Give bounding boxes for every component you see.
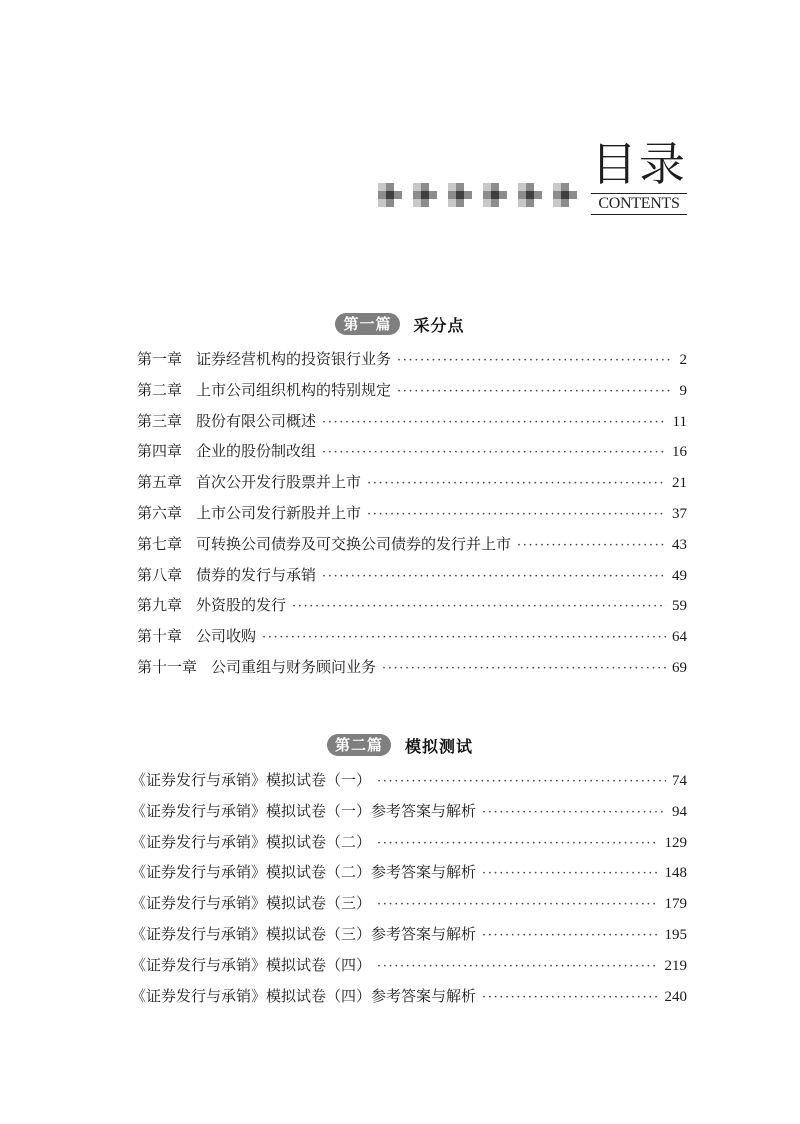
dot-leader (517, 538, 666, 553)
part-2-toc-list (131, 769, 687, 1015)
part-1-toc-list (137, 348, 687, 687)
toc-chapter-number: 第十一章 (137, 657, 198, 676)
toc-entry-label (137, 656, 376, 677)
toc-entry[interactable] (137, 656, 687, 687)
toc-page-number: 64 (672, 629, 687, 646)
toc-entry-title: 《证券发行与承销》模拟试卷（一）参考答案与解析 (131, 801, 477, 820)
toc-chapter-number: 第十章 (137, 627, 183, 646)
toc-entry-title: 上市公司组织机构的特别规定 (196, 380, 392, 399)
toc-entry[interactable] (137, 502, 687, 533)
page-title: 目录 (591, 137, 687, 191)
toc-chapter-number: 第三章 (137, 411, 183, 430)
toc-entry-label (137, 471, 361, 492)
deco-block-icon (553, 183, 575, 209)
toc-entry[interactable] (137, 625, 687, 656)
toc-page-number: 2 (679, 352, 687, 368)
toc-entry[interactable] (131, 769, 687, 800)
page-subtitle: CONTENTS (591, 193, 687, 215)
dot-leader (292, 599, 666, 614)
toc-page-number: 94 (672, 803, 687, 820)
toc-entry-label (131, 800, 476, 821)
decorative-pattern (378, 183, 575, 209)
dot-leader (482, 990, 658, 1005)
toc-entry-label (137, 379, 391, 400)
toc-page-number: 11 (672, 413, 687, 430)
deco-block-icon (483, 183, 505, 209)
toc-entry[interactable] (137, 564, 687, 595)
toc-entry-title: 公司收购 (196, 627, 257, 646)
toc-entry-title: 证券经营机构的投资银行业务 (196, 350, 392, 368)
toc-entry-title: 《证券发行与承销》模拟试卷（一） (131, 771, 372, 789)
toc-entry[interactable] (131, 985, 687, 1016)
part-2-heading (0, 733, 800, 757)
dot-leader (397, 384, 671, 399)
deco-block-icon (413, 183, 435, 209)
part-2-title: 模拟测试 (405, 736, 474, 756)
toc-page-number: 16 (672, 444, 687, 461)
toc-entry-label (137, 502, 361, 523)
toc-entry[interactable] (137, 348, 687, 379)
toc-page-number: 179 (664, 896, 687, 913)
toc-entry[interactable] (137, 410, 687, 441)
dot-leader (377, 897, 658, 912)
toc-chapter-number: 第一章 (137, 350, 183, 368)
toc-entry[interactable] (137, 379, 687, 410)
toc-entry-title: 公司重组与财务顾问业务 (211, 657, 377, 676)
toc-entry-title: 《证券发行与承销》模拟试卷（四）参考答案与解析 (131, 986, 477, 1005)
toc-page-number: 43 (672, 536, 687, 553)
toc-heading (591, 138, 687, 215)
toc-entry-title: 可转换公司债券及可交换公司债券的发行并上市 (196, 534, 512, 553)
toc-entry[interactable] (131, 831, 687, 862)
toc-entry[interactable] (137, 440, 687, 471)
dot-leader (322, 569, 666, 584)
dot-leader (322, 415, 667, 430)
part-1-heading (0, 312, 800, 336)
toc-entry-label (131, 954, 371, 975)
toc-entry-label (137, 564, 316, 585)
toc-page-number: 240 (664, 988, 687, 1005)
dot-leader (367, 476, 666, 491)
toc-entry[interactable] (131, 923, 687, 954)
dot-leader (482, 928, 658, 943)
dot-leader (482, 866, 658, 881)
toc-entry-label (137, 348, 391, 369)
dot-leader (322, 445, 666, 460)
toc-entry-label (131, 892, 371, 913)
toc-page-number: 129 (664, 834, 687, 851)
toc-entry-title: 《证券发行与承销》模拟试卷（二）参考答案与解析 (131, 863, 477, 882)
toc-page-number: 49 (672, 567, 687, 584)
toc-page-number: 37 (672, 505, 687, 522)
part-2-badge: 第二篇 (327, 734, 391, 756)
toc-chapter-number: 第六章 (137, 503, 183, 522)
part-1-title: 采分点 (413, 315, 465, 335)
dot-leader (367, 507, 666, 522)
toc-entry-label (137, 410, 316, 431)
toc-entry-label (131, 985, 476, 1006)
toc-chapter-number: 第五章 (137, 473, 183, 492)
toc-page-number: 195 (664, 926, 687, 943)
toc-entry-label (137, 625, 256, 646)
toc-page-number: 21 (672, 475, 687, 492)
toc-entry-title: 债券的发行与承销 (196, 565, 317, 584)
toc-entry-title: 上市公司发行新股并上市 (196, 503, 362, 522)
dot-leader (377, 836, 658, 851)
toc-entry[interactable] (137, 533, 687, 564)
toc-entry-title: 企业的股份制改组 (196, 442, 317, 461)
toc-entry-label (137, 594, 286, 615)
toc-page-number: 59 (672, 598, 687, 615)
toc-entry-title: 《证券发行与承销》模拟试卷（三） (131, 894, 372, 913)
toc-page-number: 69 (672, 659, 687, 676)
dot-leader (262, 630, 666, 645)
toc-chapter-number: 第九章 (137, 596, 183, 615)
dot-leader (382, 661, 666, 676)
toc-page-number: 9 (679, 382, 687, 399)
toc-chapter-number: 第二章 (137, 380, 183, 399)
toc-entry[interactable] (131, 861, 687, 892)
toc-chapter-number: 第七章 (137, 534, 183, 553)
toc-entry[interactable] (131, 800, 687, 831)
toc-page-number: 219 (664, 957, 687, 974)
deco-block-icon (518, 183, 540, 209)
toc-entry-title: 《证券发行与承销》模拟试卷（三）参考答案与解析 (131, 924, 477, 943)
toc-entry-label (131, 923, 476, 944)
deco-block-icon (378, 183, 400, 209)
toc-entry-title: 外资股的发行 (196, 596, 287, 615)
toc-entry-label (137, 533, 511, 554)
toc-chapter-number: 第八章 (137, 565, 183, 584)
toc-entry[interactable] (131, 892, 687, 923)
dot-leader (482, 805, 666, 820)
toc-page-number: 148 (664, 865, 687, 882)
dot-leader (397, 353, 671, 368)
toc-entry-label (131, 861, 476, 882)
toc-page-number: 74 (672, 773, 687, 789)
toc-entry[interactable] (131, 954, 687, 985)
toc-entry[interactable] (137, 471, 687, 502)
toc-entry-title: 《证券发行与承销》模拟试卷（四） (131, 955, 372, 974)
dot-leader (377, 774, 666, 789)
toc-chapter-number: 第四章 (137, 442, 183, 461)
toc-entry-title: 股份有限公司概述 (196, 411, 317, 430)
toc-entry-title: 首次公开发行股票并上市 (196, 473, 362, 492)
toc-entry-label (131, 831, 371, 852)
toc-entry-label (137, 440, 316, 461)
dot-leader (377, 959, 658, 974)
part-1-badge: 第一篇 (335, 313, 399, 335)
deco-block-icon (448, 183, 470, 209)
toc-entry-label (131, 769, 371, 790)
toc-entry[interactable] (137, 594, 687, 625)
toc-entry-title: 《证券发行与承销》模拟试卷（二） (131, 832, 372, 851)
